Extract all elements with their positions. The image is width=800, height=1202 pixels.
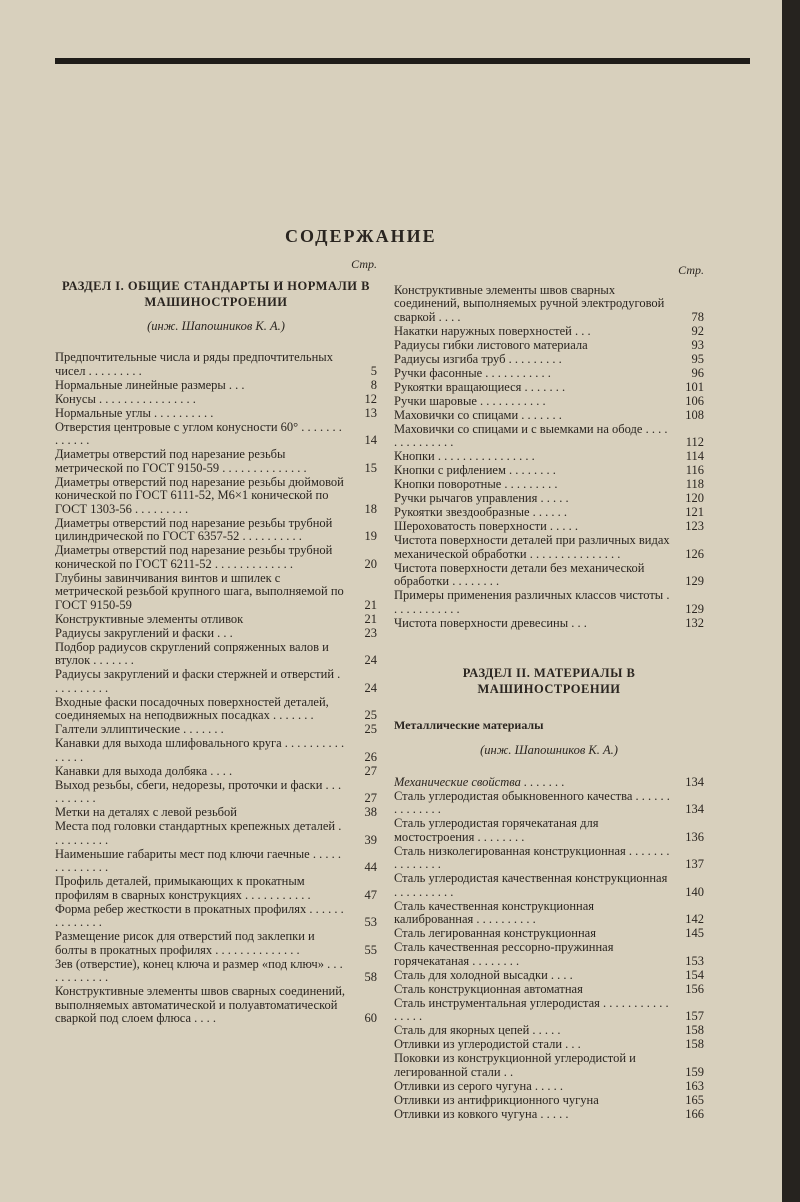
toc-entry xyxy=(394,983,704,997)
toc-entry-page: 19 xyxy=(364,529,377,543)
toc-entry xyxy=(394,589,704,616)
section-1-author: (инж. Шапошников К. А.) xyxy=(147,318,285,333)
toc-entry-title: Радиусы гибки листового материала xyxy=(394,337,588,352)
toc-entry xyxy=(394,520,704,534)
toc-entry xyxy=(394,872,704,899)
toc-entry xyxy=(394,450,704,464)
toc-entry-title: Предпочтительные числа и ряды предпочтительных чисел . . . . . . . . . xyxy=(55,350,333,378)
toc-entry-title: Рукоятки вращающиеся . . . . . . . xyxy=(394,379,566,394)
toc-entry xyxy=(55,875,377,902)
toc-entry-page: 116 xyxy=(685,463,704,477)
toc-entry-page: 20 xyxy=(364,556,377,571)
right-column xyxy=(394,264,704,1122)
toc-entry-title: Конструктивные элементы отливок xyxy=(55,611,244,626)
section-2-heading: РАЗДЕЛ II. МАТЕРИАЛЫ В МАШИНОСТРОЕНИИ xyxy=(462,665,636,696)
toc-entry xyxy=(55,903,377,930)
toc-entry-page: 44 xyxy=(364,860,377,874)
toc-entry-title: Чистота поверхности древесины . . . xyxy=(394,615,587,630)
toc-entry xyxy=(55,765,377,779)
toc-entry xyxy=(394,325,704,339)
toc-entry-title: Кнопки поворотные . . . . . . . . . xyxy=(394,477,558,491)
toc-entry-page: 156 xyxy=(685,981,704,996)
toc-entry-page: 120 xyxy=(685,491,704,505)
toc-entry-page: 158 xyxy=(685,1023,704,1037)
toc-entry-page: 112 xyxy=(685,435,704,449)
toc-entry-page: 137 xyxy=(685,857,704,871)
toc-entry-page: 121 xyxy=(685,505,704,519)
toc-entry xyxy=(55,613,377,627)
toc-entry-title: Канавки для выхода шлифовального круга . . . . . . . . . . . . . . . xyxy=(55,736,345,764)
toc-entry xyxy=(394,284,704,325)
toc-entry-title: Кнопки . . . . . . . . . . . . . . . . xyxy=(394,449,535,463)
toc-entry-title: Сталь инструментальная углеродистая . . . . . . . . . . . . . . . . xyxy=(394,995,669,1023)
toc-entry-page: 123 xyxy=(685,519,704,533)
left-column xyxy=(55,258,377,1026)
toc-entry-page: 13 xyxy=(364,405,377,420)
toc-entry-title: Конусы . . . . . . . . . . . . . . . . xyxy=(55,391,196,406)
book-edge xyxy=(782,0,800,1202)
toc-entry-page: 27 xyxy=(364,763,377,778)
toc-entry-title: Места под головки стандартных крепежных деталей . . . . . . . . . . xyxy=(55,819,342,847)
toc-entry-title: Сталь углеродистая обыкновенного качества . . . . . . . . . . . . . . xyxy=(394,788,670,816)
toc-entry-title: Глубины завинчивания винтов и шпилек с метрической резьбой крупного шага, выполняемой по ГОСТ 9150-59 xyxy=(55,570,344,612)
toc-entry xyxy=(55,668,377,695)
toc-entry xyxy=(394,900,704,927)
toc-entry-title: Отливки из ковкого чугуна . . . . . xyxy=(394,1106,569,1121)
toc-entry-page: 96 xyxy=(691,365,704,380)
subsection-heading: Металлические материалы xyxy=(394,717,544,732)
toc-entry-title: Кнопки с рифлением . . . . . . . . xyxy=(394,463,556,477)
toc-entry xyxy=(394,423,704,450)
toc-entry xyxy=(55,930,377,957)
toc-entry-title: Сталь для холодной высадки . . . . xyxy=(394,967,573,982)
toc-entry-title: Ручки фасонные . . . . . . . . . . . xyxy=(394,365,551,380)
toc-entry-title: Накатки наружных поверхностей . . . xyxy=(394,323,591,338)
toc-entry xyxy=(394,776,704,790)
toc-entry-title: Сталь углеродистая горячекатаная для мостостроения . . . . . . . . xyxy=(394,816,599,844)
toc-entry xyxy=(55,544,377,571)
toc-entry-page: 39 xyxy=(364,832,377,847)
toc-entry-title: Подбор радиусов скруглений сопряженных валов и втулок . . . . . . . xyxy=(55,639,329,667)
top-rule xyxy=(55,58,750,64)
toc-entry-page: 15 xyxy=(364,460,377,475)
toc-entry xyxy=(55,448,377,475)
toc-entry-title: Сталь углеродистая качественная конструкционная . . . . . . . . . . xyxy=(394,871,668,899)
toc-entry xyxy=(394,409,704,423)
toc-entry-page: 126 xyxy=(685,546,704,561)
toc-entry xyxy=(394,506,704,520)
toc-entry-title: Конструктивные элементы швов сварных соединений, выполняемых автоматической и полуавтоматической сваркой под слоем флюса . . . . xyxy=(55,984,346,1025)
toc-entry-page: 25 xyxy=(364,722,377,736)
toc-entry-title: Канавки для выхода долбяка . . . . xyxy=(55,763,233,778)
toc-entry-title: Диаметры отверстий под нарезание резьбы трубной конической по ГОСТ 6211-52 . . . . . . . . . . . . . xyxy=(55,543,333,571)
toc-entry-title: Конструктивные элементы швов сварных соединений, выполняемых ручной электродуговой сваркой . . . . xyxy=(394,282,665,324)
toc-entry-page: 21 xyxy=(364,611,377,626)
toc-entry-page: 154 xyxy=(685,967,704,982)
toc-entry-page: 134 xyxy=(685,774,704,789)
section-1-heading: РАЗДЕЛ I. ОБЩИЕ СТАНДАРТЫ И НОРМАЛИ В МАШИНОСТРОЕНИИ xyxy=(62,278,370,309)
toc-entry-page: 129 xyxy=(685,601,704,616)
toc-entry-title: Ручки шаровые . . . . . . . . . . . xyxy=(394,393,546,408)
toc-entry-title: Механические свойства . . . . . . . xyxy=(394,774,565,789)
toc-entry xyxy=(55,407,377,421)
right-entry-list-a xyxy=(394,284,704,631)
toc-entry-page: 5 xyxy=(370,363,377,378)
toc-entry xyxy=(55,641,377,668)
toc-entry xyxy=(394,941,704,968)
toc-entry-page: 153 xyxy=(685,953,704,968)
toc-entry xyxy=(394,562,704,589)
toc-entry xyxy=(394,1108,704,1122)
toc-entry-page: 23 xyxy=(364,625,377,640)
toc-entry-title: Отливки из антифрикционного чугуна xyxy=(394,1092,599,1107)
toc-entry-title: Отверстия центровые с углом конусности 60° . . . . . . . . . . . . . xyxy=(55,419,342,447)
toc-entry xyxy=(55,958,377,985)
toc-entry-page: 129 xyxy=(685,574,704,588)
toc-entry-title: Поковки из конструкционной углеродистой и легированной стали . . xyxy=(394,1051,636,1079)
toc-entry-page: 134 xyxy=(685,802,704,816)
toc-entry-page: 14 xyxy=(364,433,377,447)
toc-entry-title: Сталь низколегированная конструкционная . . . . . . . . . . . . . . . xyxy=(394,843,670,871)
toc-entry xyxy=(55,517,377,544)
toc-entry xyxy=(394,492,704,506)
toc-entry xyxy=(394,381,704,395)
toc-entry xyxy=(55,572,377,613)
toc-entry-title: Выход резьбы, сбеги, недорезы, проточки и фаски . . . . . . . . . . xyxy=(55,777,342,805)
toc-entry-page: 25 xyxy=(364,708,377,722)
toc-entry-title: Радиусы закруглений и фаски стержней и отверстий . . . . . . . . . . xyxy=(55,667,341,695)
toc-entry xyxy=(394,353,704,367)
toc-entry xyxy=(394,395,704,409)
toc-entry-page: 38 xyxy=(364,805,377,819)
toc-entry xyxy=(394,817,704,844)
toc-entry-page: 27 xyxy=(364,791,377,805)
toc-entry xyxy=(55,723,377,737)
toc-entry-title: Чистота поверхности деталей при различных видах механической обработки . . . . . . . . . . . . . . . xyxy=(394,533,670,561)
toc-entry xyxy=(55,806,377,820)
toc-entry-page: 58 xyxy=(364,970,377,984)
toc-entry xyxy=(394,1094,704,1108)
toc-entry xyxy=(394,1038,704,1052)
toc-entry xyxy=(394,478,704,492)
toc-entry xyxy=(55,351,377,378)
toc-entry xyxy=(55,820,377,847)
page-title: СОДЕРЖАНИЕ xyxy=(285,226,437,246)
toc-entry-page: 47 xyxy=(364,887,377,902)
toc-entry xyxy=(55,379,377,393)
toc-entry-title: Входные фаски посадочных поверхностей деталей, соединяемых на неподвижных посадках . . . . . . . xyxy=(55,694,329,722)
toc-entry-title: Зев (отверстие), конец ключа и размер «под ключ» . . . . . . . . . . . . xyxy=(55,956,343,984)
toc-entry-page: 163 xyxy=(685,1078,704,1093)
toc-entry-page: 18 xyxy=(364,501,377,516)
toc-entry xyxy=(394,845,704,872)
toc-entry-page: 166 xyxy=(685,1106,704,1121)
toc-entry-title: Размещение рисок для отверстий под заклепки и болты в прокатных профилях . . . . . . . . . . . . . . xyxy=(55,929,315,957)
toc-entry xyxy=(394,1080,704,1094)
toc-entry xyxy=(55,421,377,448)
toc-entry-title: Сталь конструкционная автоматная xyxy=(394,981,583,996)
toc-entry-page: 118 xyxy=(685,477,704,491)
toc-entry-title: Сталь легированная конструкционная xyxy=(394,926,596,940)
toc-entry-title: Отливки из углеродистой стали . . . xyxy=(394,1037,581,1051)
page-column-label-right: Стр. xyxy=(678,263,704,277)
toc-entry-title: Сталь качественная рессорно-пружинная горячекатаная . . . . . . . . xyxy=(394,940,614,968)
toc-entry-title: Профиль деталей, примыкающих к прокатным профилям в сварных конструкциях . . . . . . . . . . . xyxy=(55,874,311,902)
toc-entry-title: Нормальные линейные размеры . . . xyxy=(55,377,245,392)
toc-entry-page: 159 xyxy=(685,1064,704,1079)
toc-entry xyxy=(394,617,704,631)
toc-entry-title: Рукоятки звездообразные . . . . . . xyxy=(394,505,568,519)
toc-entry-page: 21 xyxy=(364,597,377,612)
toc-entry-title: Диаметры отверстий под нарезание резьбы метрической по ГОСТ 9150-59 . . . . . . . . . . . . . . xyxy=(55,447,307,475)
toc-entry-page: 93 xyxy=(691,337,704,352)
toc-entry-title: Радиусы изгиба труб . . . . . . . . . xyxy=(394,351,562,366)
toc-entry xyxy=(394,969,704,983)
toc-entry xyxy=(55,627,377,641)
toc-entry xyxy=(394,1052,704,1079)
toc-entry-page: 140 xyxy=(685,884,704,899)
toc-entry xyxy=(394,339,704,353)
toc-entry-title: Метки на деталях с левой резьбой xyxy=(55,805,237,819)
toc-entry-title: Нормальные углы . . . . . . . . . . xyxy=(55,405,214,420)
toc-entry xyxy=(55,985,377,1026)
toc-entry xyxy=(394,464,704,478)
toc-entry-page: 101 xyxy=(685,379,704,394)
toc-entry xyxy=(55,393,377,407)
toc-entry-title: Форма ребер жесткости в прокатных профилях . . . . . . . . . . . . . . xyxy=(55,901,344,929)
toc-entry-title: Шероховатость поверхности . . . . . xyxy=(394,519,579,533)
left-entry-list xyxy=(55,351,377,1026)
toc-entry-title: Сталь качественная конструкционная калиброванная . . . . . . . . . . xyxy=(394,898,595,926)
toc-entry-page: 78 xyxy=(691,309,704,324)
toc-entry-page: 145 xyxy=(685,926,704,940)
toc-entry-title: Ручки рычагов управления . . . . . xyxy=(394,491,569,505)
toc-entry-page: 53 xyxy=(364,915,377,929)
toc-entry-page: 108 xyxy=(685,407,704,422)
toc-entry-page: 142 xyxy=(685,912,704,926)
toc-entry-page: 26 xyxy=(364,749,377,764)
section-2-author: (инж. Шапошников К. А.) xyxy=(480,743,618,757)
toc-entry xyxy=(394,790,704,817)
toc-entry-page: 136 xyxy=(685,829,704,844)
toc-entry-page: 165 xyxy=(685,1092,704,1107)
toc-entry xyxy=(394,367,704,381)
toc-entry-page: 132 xyxy=(685,615,704,630)
toc-entry-title: Диаметры отверстий под нарезание резьбы дюймовой конической по ГОСТ 6111-52, М6×1 конической по ГОСТ 1303-56 . . . . . . . . . xyxy=(55,474,344,516)
right-entry-list-b xyxy=(394,776,704,1122)
toc-entry-title: Примеры применения различных классов чистоты . . . . . . . . . . . . xyxy=(394,588,670,616)
toc-entry-page: 55 xyxy=(364,942,377,957)
toc-entry-page: 95 xyxy=(691,351,704,366)
toc-entry xyxy=(55,737,377,764)
toc-entry xyxy=(55,848,377,875)
toc-entry-page: 60 xyxy=(364,1011,377,1025)
toc-entry-title: Чистота поверхности детали без механической обработки . . . . . . . . xyxy=(394,560,645,588)
page-column-label: Стр. xyxy=(351,257,377,271)
toc-entry-page: 24 xyxy=(364,680,377,695)
toc-entry xyxy=(55,476,377,517)
toc-entry-title: Галтели эллиптические . . . . . . . xyxy=(55,722,224,736)
toc-entry xyxy=(55,696,377,723)
toc-entry-title: Отливки из серого чугуна . . . . . xyxy=(394,1078,563,1093)
toc-entry-title: Маховички со спицами и с выемками на ободе . . . . . . . . . . . . . . xyxy=(394,421,668,449)
toc-entry-title: Радиусы закруглений и фаски . . . xyxy=(55,625,233,640)
toc-entry-page: 12 xyxy=(364,391,377,406)
toc-entry xyxy=(394,534,704,561)
toc-entry-title: Диаметры отверстий под нарезание резьбы трубной цилиндрической по ГОСТ 6357-52 . . . . . . . . . . xyxy=(55,515,333,543)
toc-entry xyxy=(55,779,377,806)
toc-entry-page: 158 xyxy=(685,1037,704,1051)
toc-entry-page: 92 xyxy=(691,323,704,338)
toc-entry-title: Маховички со спицами . . . . . . . xyxy=(394,407,562,422)
toc-entry-page: 106 xyxy=(685,393,704,408)
toc-entry-page: 114 xyxy=(685,449,704,463)
toc-entry xyxy=(394,997,704,1024)
toc-entry xyxy=(394,1024,704,1038)
toc-entry-title: Наименьшие габариты мест под ключи гаечные . . . . . . . . . . . . . . xyxy=(55,846,341,874)
toc-entry-title: Сталь для якорных цепей . . . . . xyxy=(394,1023,561,1037)
toc-entry-page: 24 xyxy=(364,653,377,667)
toc-entry-page: 8 xyxy=(370,377,377,392)
toc-entry-page: 157 xyxy=(685,1009,704,1023)
toc-entry xyxy=(394,927,704,941)
